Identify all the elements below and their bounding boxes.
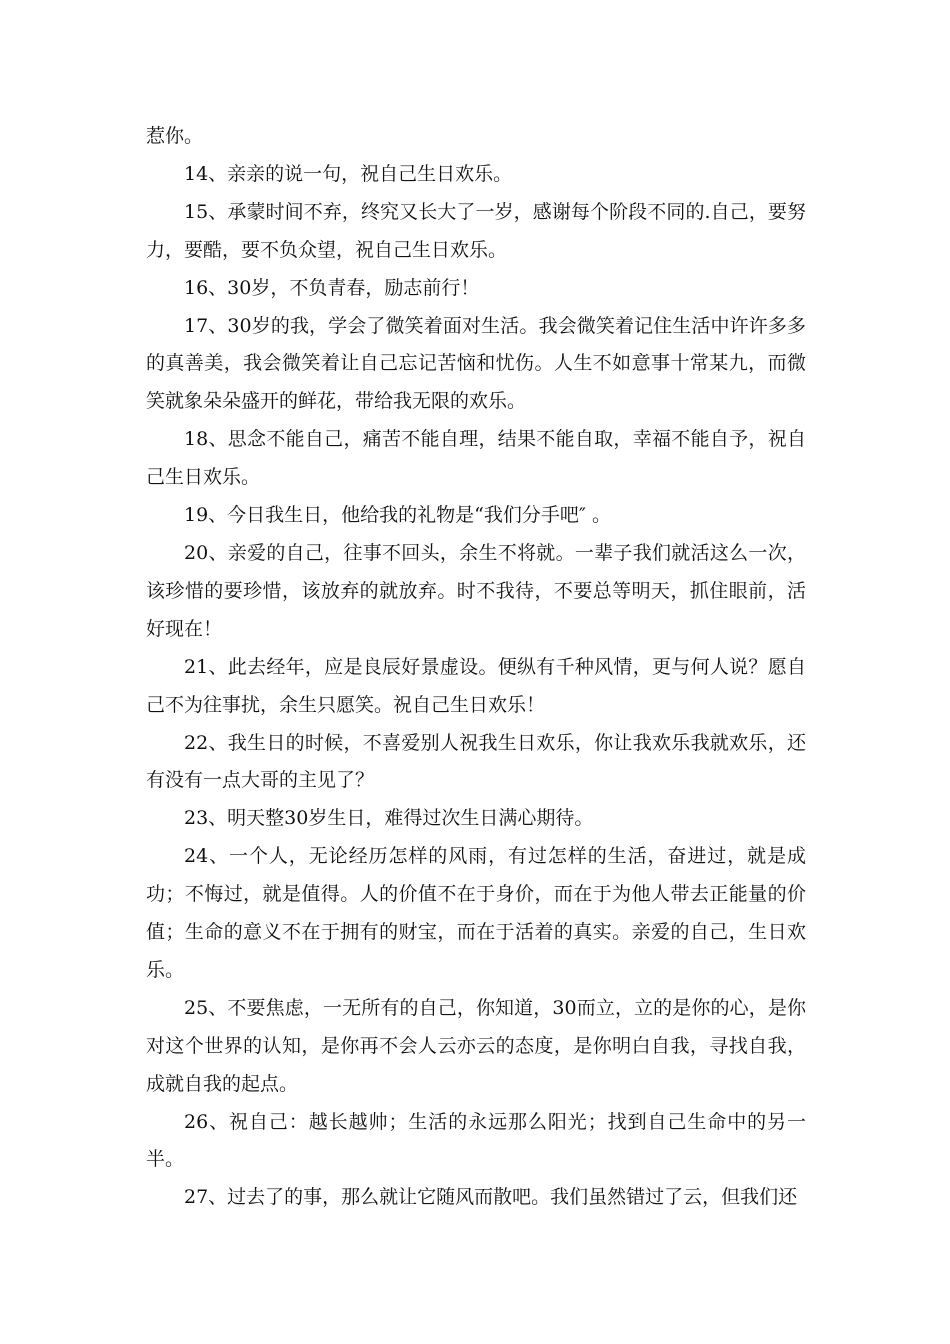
paragraph-25: 25、不要焦虑，一无所有的自己，你知道，30而立，立的是你的心，是你对这个世界的认知，是你再不会人云亦云的态度，是你明白自我，寻找自我，成就自我的起点。 <box>146 996 806 1095</box>
paragraph-19: 19、今日我生日，他给我的礼物是“我们分手吧″ 。 <box>184 504 612 527</box>
paragraph-27: 27、过去了的事，那么就让它随风而散吧。我们虽然错过了云，但我们还 <box>184 1186 798 1209</box>
paragraph-continuation: 惹你。 <box>146 125 204 147</box>
paragraph-26: 26、祝自己：越长越帅；生活的永远那么阳光；找到自己生命中的另一半。 <box>146 1110 806 1171</box>
paragraph-22: 22、我生日的时候，不喜爱别人祝我生日欢乐，你让我欢乐我就欢乐，还有没有一点大哥的主见了？ <box>146 731 806 792</box>
paragraph-15: 15、承蒙时间不弃，终究又长大了一岁，感谢每个阶段不同的.自己，要努力，要酷，要不负众望，祝自己生日欢乐。 <box>146 200 806 261</box>
paragraph-18: 18、思念不能自己，痛苦不能自理，结果不能自取，幸福不能自予，祝自己生日欢乐。 <box>146 428 806 489</box>
paragraph-21: 21、此去经年，应是良辰好景虚设。便纵有千种风情，更与何人说？愿自己不为往事扰，余生只愿笑。祝自己生日欢乐！ <box>146 655 806 716</box>
paragraph-20: 20、亲爱的自己，往事不回头，余生不将就。一辈子我们就活这么一次，该珍惜的要珍惜，该放弃的就放弃。时不我待，不要总等明天，抓住眼前，活好现在！ <box>146 541 806 640</box>
paragraph-23: 23、明天整30岁生日，难得过次生日满心期待。 <box>184 807 594 830</box>
paragraph-16: 16、30岁，不负青春，励志前行！ <box>184 276 480 299</box>
paragraph-17: 17、30岁的我，学会了微笑着面对生活。我会微笑着记住生活中许许多多的真善美，我会微笑着让自己忘记苦恼和忧伤。人生不如意事十常某九，而微笑就象朵朵盛开的鲜花，带给我无限的欢乐。 <box>146 314 806 413</box>
document-body <box>146 118 806 1217</box>
paragraph-24: 24、一个人，无论经历怎样的风雨，有过怎样的生活，奋进过，就是成功；不悔过，就是值得。人的价值不在于身价，而在于为他人带去正能量的价值；生命的意义不在于拥有的财宝，而在于活着的真实。亲爱的自己，生日欢乐。 <box>146 845 806 981</box>
paragraph-14: 14、亲亲的说一句，祝自己生日欢乐。 <box>184 162 513 185</box>
